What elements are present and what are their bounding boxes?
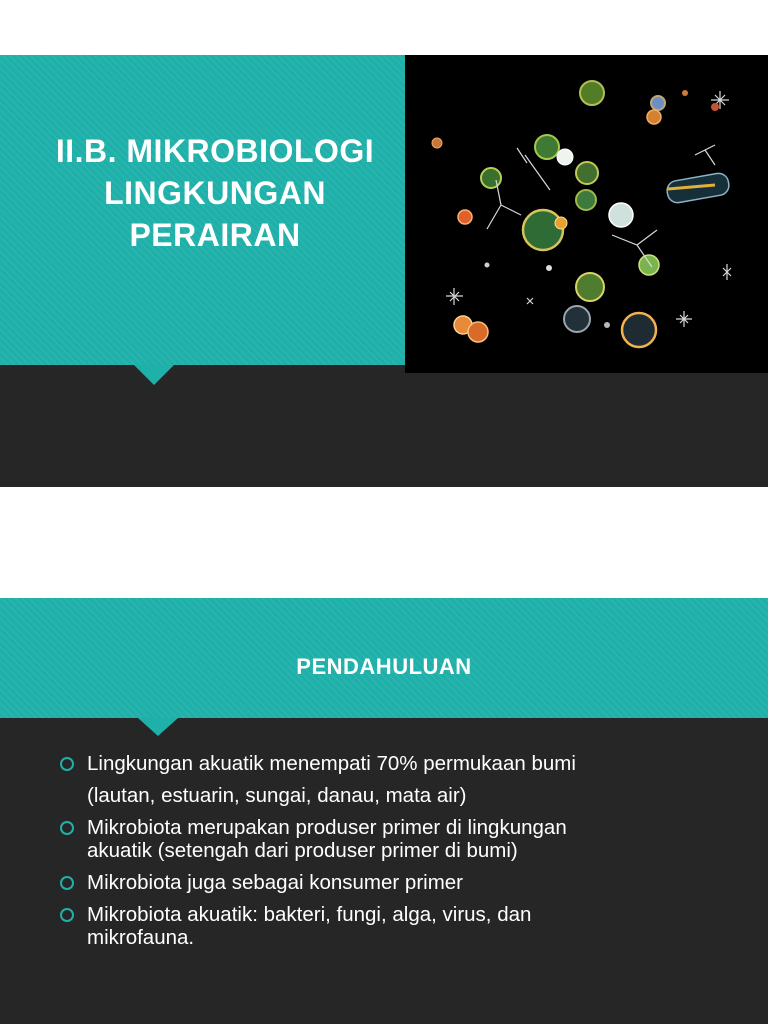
list-item-text: Mikrobiota merupakan produser primer di lingkungan xyxy=(87,816,567,839)
list-item-text: mikrofauna. xyxy=(87,926,195,949)
bullet-list xyxy=(60,752,710,958)
band-pointer xyxy=(138,718,178,736)
circle-bullet-icon xyxy=(60,821,74,835)
title-line-1: II.B. MIKROBIOLOGI xyxy=(55,133,375,169)
list-item xyxy=(60,871,710,894)
list-item xyxy=(60,752,710,807)
list-item-text: Lingkungan akuatik menempati 70% permukaan bumi xyxy=(87,752,576,775)
circle-bullet-icon xyxy=(60,757,74,771)
title-line-3: PERAIRAN xyxy=(129,217,301,253)
introduction-slide xyxy=(0,598,768,1024)
list-item xyxy=(60,903,710,949)
list-item-text: Mikrobiota juga sebagai konsumer primer xyxy=(87,871,464,894)
list-item-text: (lautan, estuarin, sungai, danau, mata air) xyxy=(87,784,467,807)
circle-bullet-icon xyxy=(60,876,74,890)
circle-bullet-icon xyxy=(60,908,74,922)
slide-title xyxy=(30,130,400,256)
plankton-photo xyxy=(405,55,768,373)
band-pointer xyxy=(134,365,174,385)
title-slide xyxy=(0,55,768,487)
title-line-2: LINGKUNGAN xyxy=(104,175,326,211)
slide-heading: PENDAHULUAN xyxy=(296,654,472,679)
list-item xyxy=(60,816,710,862)
list-item-text: Mikrobiota akuatik: bakteri, fungi, alga, virus, dan xyxy=(87,903,532,926)
list-item-text: akuatik (setengah dari produser primer di bumi) xyxy=(87,839,518,862)
